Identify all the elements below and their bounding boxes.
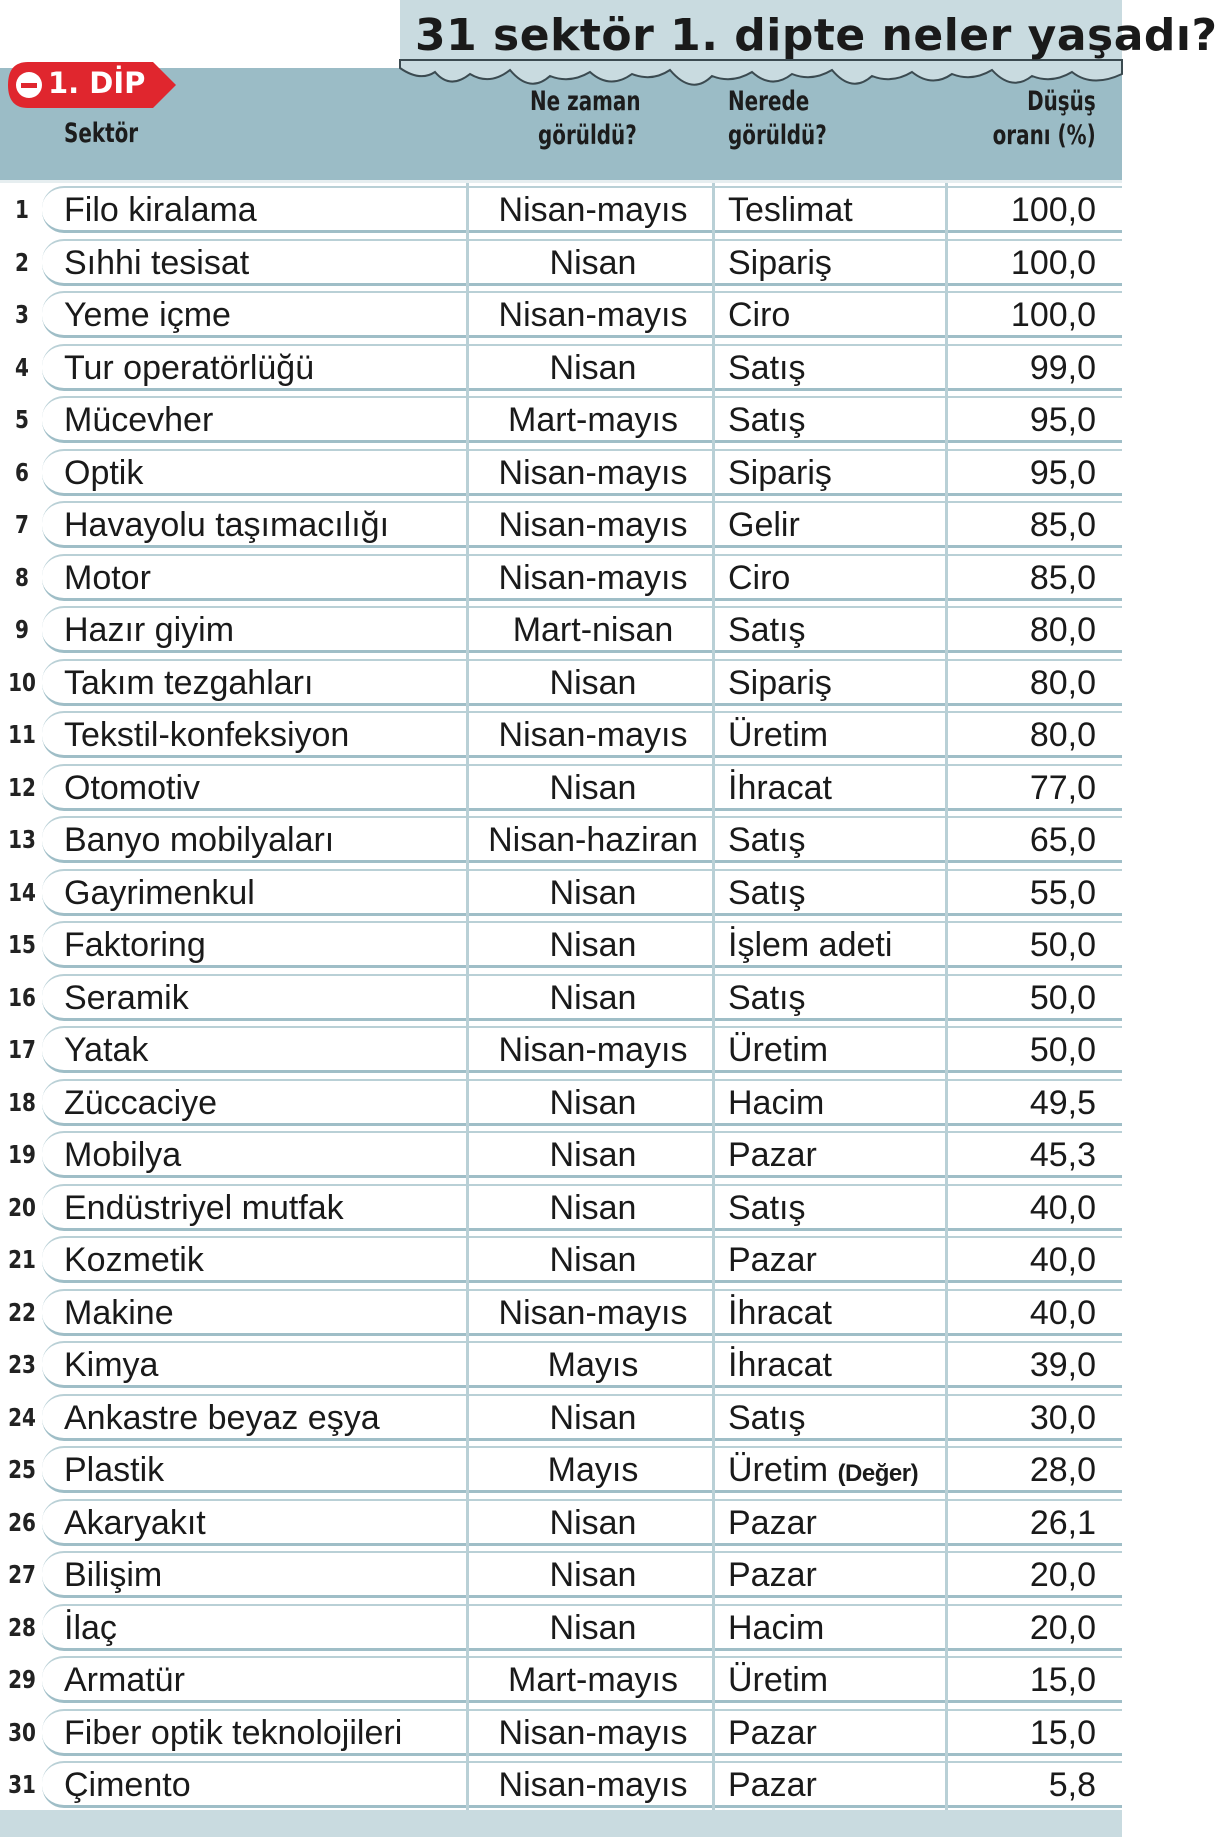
column-separator [945, 446, 948, 499]
cell-sector: Seramik [64, 978, 189, 1017]
cell-where-text: Ciro [728, 558, 791, 597]
cell-where-text: Üretim [728, 1031, 829, 1069]
table-row [0, 1496, 1122, 1549]
row-number: 10 [8, 667, 36, 697]
cell-where-text: Pazar [728, 1713, 817, 1752]
column-separator [945, 1076, 948, 1129]
row-number: 26 [8, 1507, 36, 1537]
cell-when: Nisan [549, 243, 637, 282]
cell-when: Mayıs [547, 1346, 639, 1384]
cell-where [728, 1501, 817, 1545]
cell-where [728, 398, 805, 442]
table-row [0, 288, 1122, 341]
table-row [0, 551, 1122, 604]
cell-where [728, 818, 805, 862]
cell-sector: Havayolu taşımacılığı [64, 506, 390, 544]
row-number: 11 [8, 720, 36, 749]
cell-when: Nisan-mayıs [498, 191, 688, 229]
row-number: 14 [8, 877, 36, 907]
column-header-where-line2: görüldü? [728, 120, 827, 151]
cell-sector: İlaç [64, 1608, 117, 1647]
cell-where [728, 923, 892, 967]
column-header-where-line1: Nerede [728, 86, 810, 117]
column-separator [945, 1496, 948, 1549]
cell-where-text: Üretim [728, 716, 829, 754]
table-row [0, 183, 1122, 236]
row-number: 31 [8, 1770, 36, 1799]
page-title: 31 sektör 1. dipte neler yaşadı? [415, 10, 1218, 61]
cell-when: Nisan-mayıs [498, 1031, 688, 1069]
cell-when: Mart-mayıs [508, 1661, 678, 1699]
row-number: 4 [15, 352, 29, 382]
cell-sector: Endüstriyel mutfak [64, 1188, 344, 1227]
cell-where-text: Sipariş [728, 663, 832, 702]
cell-sector: Otomotiv [64, 768, 201, 807]
cell-where [728, 1396, 805, 1440]
cell-when: Nisan [549, 926, 637, 964]
row-number: 15 [8, 930, 36, 959]
cell-rate: 49,5 [1029, 1083, 1096, 1122]
cell-rate: 5,8 [1048, 1766, 1096, 1804]
cell-when: Nisan-mayıs [498, 506, 688, 544]
column-separator [945, 498, 948, 551]
cell-rate: 100,0 [1010, 296, 1096, 334]
row-number: 20 [8, 1192, 36, 1222]
cell-when: Nisan [549, 873, 637, 912]
column-header-rate-line2: oranı (%) [992, 120, 1096, 151]
table-row [0, 1601, 1122, 1654]
row-number: 17 [8, 1035, 36, 1064]
cell-rate: 50,0 [1029, 978, 1096, 1017]
column-separator [945, 551, 948, 604]
cell-rate: 40,0 [1029, 1241, 1096, 1279]
cell-where [728, 1028, 828, 1072]
bottom-band [0, 1810, 1122, 1837]
column-separator [945, 761, 948, 814]
cell-rate: 80,0 [1029, 716, 1096, 754]
cell-where [728, 241, 832, 285]
cell-where-text: Satış [728, 1188, 806, 1227]
column-separator [945, 1338, 948, 1391]
cell-where-text: İhracat [728, 1293, 832, 1332]
row-number: 18 [8, 1087, 36, 1117]
cell-where-text: Satış [728, 873, 806, 912]
cell-sector: Fiber optik teknolojileri [64, 1713, 403, 1752]
cell-rate: 55,0 [1029, 873, 1096, 912]
cell-when: Nisan [549, 348, 637, 387]
row-number: 8 [15, 562, 29, 592]
cell-where-text: Sipariş [728, 453, 832, 492]
column-separator [945, 288, 948, 341]
cell-where-text: Satış [728, 978, 806, 1017]
cell-sector: Makine [64, 1293, 174, 1332]
cell-rate: 80,0 [1029, 663, 1096, 702]
cell-when: Nisan-mayıs [498, 296, 688, 334]
row-number: 9 [15, 615, 29, 644]
table-row [0, 446, 1122, 499]
table-row [0, 866, 1122, 919]
cell-rate: 28,0 [1029, 1451, 1096, 1489]
column-separator [945, 1706, 948, 1759]
minus-circle-icon [16, 72, 42, 98]
cell-sector: Hazır giyim [64, 611, 235, 649]
badge-label: 1. DİP [48, 66, 146, 100]
cell-where [728, 451, 832, 495]
column-separator [945, 656, 948, 709]
row-number: 3 [15, 300, 29, 329]
cell-rate: 95,0 [1029, 401, 1096, 439]
cell-where [728, 661, 832, 705]
column-header-when-line2: görüldü? [538, 120, 637, 151]
cell-when: Nisan [549, 1241, 637, 1279]
cell-where [728, 346, 805, 390]
cell-where [728, 1343, 832, 1387]
cell-where [728, 1763, 817, 1807]
column-separator [945, 1601, 948, 1654]
table-row [0, 761, 1122, 814]
cell-when: Nisan [549, 1398, 637, 1437]
column-separator [945, 1758, 948, 1811]
cell-sector: Mobilya [64, 1136, 182, 1174]
cell-when: Nisan [549, 1556, 637, 1594]
cell-sector: Züccaciye [64, 1083, 218, 1122]
cell-sector: Motor [64, 558, 151, 597]
table-row [0, 1338, 1122, 1391]
row-number: 21 [8, 1245, 36, 1274]
cell-where-text: Hacim [728, 1083, 825, 1122]
cell-where-text: İşlem adeti [728, 926, 893, 964]
cell-sector: Takım tezgahları [64, 663, 314, 702]
cell-rate: 30,0 [1029, 1398, 1096, 1437]
cell-sector: Gayrimenkul [64, 873, 255, 912]
cell-where-text: Satış [728, 611, 806, 649]
cell-when: Nisan-mayıs [498, 1293, 688, 1332]
column-separator [945, 1128, 948, 1181]
cell-where-text: Pazar [728, 1136, 817, 1174]
table-row [0, 971, 1122, 1024]
cell-where-text: Hacim [728, 1608, 825, 1647]
cell-sector: Mücevher [64, 401, 214, 439]
column-header-sector: Sektör [64, 118, 139, 149]
cell-where-text: Satış [728, 348, 806, 387]
column-separator [945, 1233, 948, 1286]
column-separator [945, 813, 948, 866]
cell-sector: Bilişim [64, 1556, 163, 1594]
table-row [0, 1076, 1122, 1129]
cell-rate: 77,0 [1029, 768, 1096, 807]
cell-when: Nisan-mayıs [498, 558, 688, 597]
cell-where [728, 1133, 817, 1177]
cell-rate: 80,0 [1029, 611, 1096, 649]
cell-where [728, 1448, 918, 1492]
cell-where [728, 1186, 805, 1230]
row-number: 16 [8, 982, 36, 1012]
cell-rate: 26,1 [1029, 1503, 1096, 1542]
table-row [0, 1233, 1122, 1286]
cell-when: Nisan-mayıs [498, 716, 688, 754]
cell-when: Mart-nisan [512, 611, 674, 649]
cell-when: Mayıs [547, 1451, 639, 1489]
cell-rate: 50,0 [1029, 926, 1096, 964]
cell-where [728, 188, 853, 232]
cell-rate: 85,0 [1029, 558, 1096, 597]
column-header-rate-line1: Düşüş [1027, 86, 1096, 117]
cell-where [728, 1711, 817, 1755]
cell-where [728, 713, 828, 757]
table-row [0, 236, 1122, 289]
row-number: 19 [8, 1140, 36, 1169]
cell-rate: 40,0 [1029, 1188, 1096, 1227]
cell-where-text: Gelir [728, 506, 800, 544]
cell-where [728, 1081, 824, 1125]
table-row [0, 1286, 1122, 1339]
column-separator [945, 1181, 948, 1234]
table-row [0, 1548, 1122, 1601]
table-row [0, 1443, 1122, 1496]
cell-where [728, 1606, 824, 1650]
cell-where-text: Üretim [728, 1451, 829, 1489]
cell-sector: Banyo mobilyaları [64, 821, 335, 859]
cell-when: Nisan [549, 768, 637, 807]
cell-where [728, 556, 790, 600]
table-row [0, 1023, 1122, 1076]
cell-rate: 100,0 [1010, 243, 1096, 282]
column-header-when-line1: Ne zaman [530, 86, 641, 117]
cell-when: Nisan [549, 1608, 637, 1647]
cell-rate: 20,0 [1029, 1556, 1096, 1594]
cell-where-text: Pazar [728, 1241, 817, 1279]
cell-when: Mart-mayıs [508, 401, 678, 439]
cell-sector: Yatak [64, 1031, 149, 1069]
row-number: 5 [15, 405, 29, 434]
cell-where [728, 766, 832, 810]
cell-where-text: Sipariş [728, 243, 832, 282]
column-separator [945, 1286, 948, 1339]
row-number: 27 [8, 1560, 36, 1589]
cell-where [728, 976, 805, 1020]
row-number: 30 [8, 1717, 36, 1747]
cell-rate: 85,0 [1029, 506, 1096, 544]
cell-where-text: Üretim [728, 1661, 829, 1699]
cell-sector: Filo kiralama [64, 191, 257, 229]
cell-when: Nisan [549, 1083, 637, 1122]
cell-when: Nisan-mayıs [498, 1713, 688, 1752]
table-row [0, 1706, 1122, 1759]
cell-where [728, 871, 805, 915]
column-separator [945, 393, 948, 446]
cell-where-text: Pazar [728, 1503, 817, 1542]
row-number: 1 [15, 195, 29, 224]
cell-where-note: (Değer) [837, 1460, 919, 1487]
row-number: 12 [8, 772, 36, 802]
cell-rate: 65,0 [1029, 821, 1096, 859]
cell-when: Nisan [549, 978, 637, 1017]
cell-where-text: Pazar [728, 1766, 817, 1804]
table-row [0, 498, 1122, 551]
cell-when: Nisan [549, 1136, 637, 1174]
cell-where [728, 293, 790, 337]
row-number: 6 [15, 457, 29, 487]
table-row [0, 341, 1122, 394]
cell-when: Nisan [549, 1503, 637, 1542]
cell-sector: Çimento [64, 1766, 191, 1804]
table-row [0, 1758, 1122, 1811]
cell-where-text: Satış [728, 1398, 806, 1437]
column-separator [945, 866, 948, 919]
table-row [0, 1181, 1122, 1234]
cell-sector: Yeme içme [64, 296, 231, 334]
column-separator [945, 183, 948, 236]
cell-rate: 20,0 [1029, 1608, 1096, 1647]
cell-where-text: Teslimat [728, 191, 853, 229]
row-number: 7 [15, 510, 29, 539]
cell-when: Nisan-mayıs [498, 453, 688, 492]
cell-rate: 95,0 [1029, 453, 1096, 492]
cell-where [728, 1553, 817, 1597]
row-number: 2 [15, 247, 29, 277]
column-separator [945, 708, 948, 761]
column-separator [945, 603, 948, 656]
table-row [0, 393, 1122, 446]
table-row [0, 656, 1122, 709]
cell-sector: Kozmetik [64, 1241, 204, 1279]
column-separator [945, 1391, 948, 1444]
table-row [0, 1128, 1122, 1181]
cell-where [728, 1291, 832, 1335]
cell-rate: 99,0 [1029, 348, 1096, 387]
cell-sector: Sıhhi tesisat [64, 243, 250, 282]
cell-rate: 15,0 [1029, 1661, 1096, 1699]
row-number: 28 [8, 1612, 36, 1642]
cell-where-text: Pazar [728, 1556, 817, 1594]
table-row [0, 1391, 1122, 1444]
table-row [0, 1653, 1122, 1706]
cell-rate: 45,3 [1029, 1136, 1096, 1174]
cell-sector: Ankastre beyaz eşya [64, 1398, 380, 1437]
table-row [0, 603, 1122, 656]
cell-sector: Armatür [64, 1661, 185, 1699]
row-number: 22 [8, 1297, 36, 1327]
column-separator [945, 1548, 948, 1601]
cell-where-text: Satış [728, 821, 806, 859]
column-separator [945, 236, 948, 289]
cell-where [728, 503, 800, 547]
cell-where [728, 1238, 817, 1282]
row-number: 25 [8, 1455, 36, 1484]
cell-where-text: İhracat [728, 768, 832, 807]
column-separator [945, 341, 948, 394]
column-separator [945, 1023, 948, 1076]
cell-sector: Kimya [64, 1346, 159, 1384]
cell-sector: Optik [64, 453, 144, 492]
table-row [0, 813, 1122, 866]
cell-sector: Tekstil-konfeksiyon [64, 716, 350, 754]
cell-rate: 50,0 [1029, 1031, 1096, 1069]
column-separator [945, 918, 948, 971]
cell-rate: 15,0 [1029, 1713, 1096, 1752]
cell-when: Nisan-mayıs [498, 1766, 688, 1804]
row-number: 23 [8, 1350, 36, 1379]
cell-rate: 40,0 [1029, 1293, 1096, 1332]
cell-where [728, 608, 805, 652]
cell-where [728, 1658, 828, 1702]
row-number: 24 [8, 1402, 36, 1432]
cell-sector: Faktoring [64, 926, 206, 964]
cell-where-text: İhracat [728, 1346, 832, 1384]
table-row [0, 708, 1122, 761]
row-number: 29 [8, 1665, 36, 1694]
cell-rate: 100,0 [1010, 191, 1096, 229]
cell-where-text: Ciro [728, 296, 791, 334]
cell-sector: Akaryakıt [64, 1503, 206, 1542]
cell-sector: Tur operatörlüğü [64, 348, 315, 387]
column-separator [945, 1443, 948, 1496]
cell-when: Nisan [549, 1188, 637, 1227]
cell-where-text: Satış [728, 401, 806, 439]
column-separator [945, 971, 948, 1024]
cell-sector: Plastik [64, 1451, 165, 1489]
table-row [0, 918, 1122, 971]
row-number: 13 [8, 825, 36, 854]
cell-when: Nisan-haziran [488, 821, 698, 859]
cell-rate: 39,0 [1029, 1346, 1096, 1384]
column-separator [945, 1653, 948, 1706]
cell-when: Nisan [549, 663, 637, 702]
